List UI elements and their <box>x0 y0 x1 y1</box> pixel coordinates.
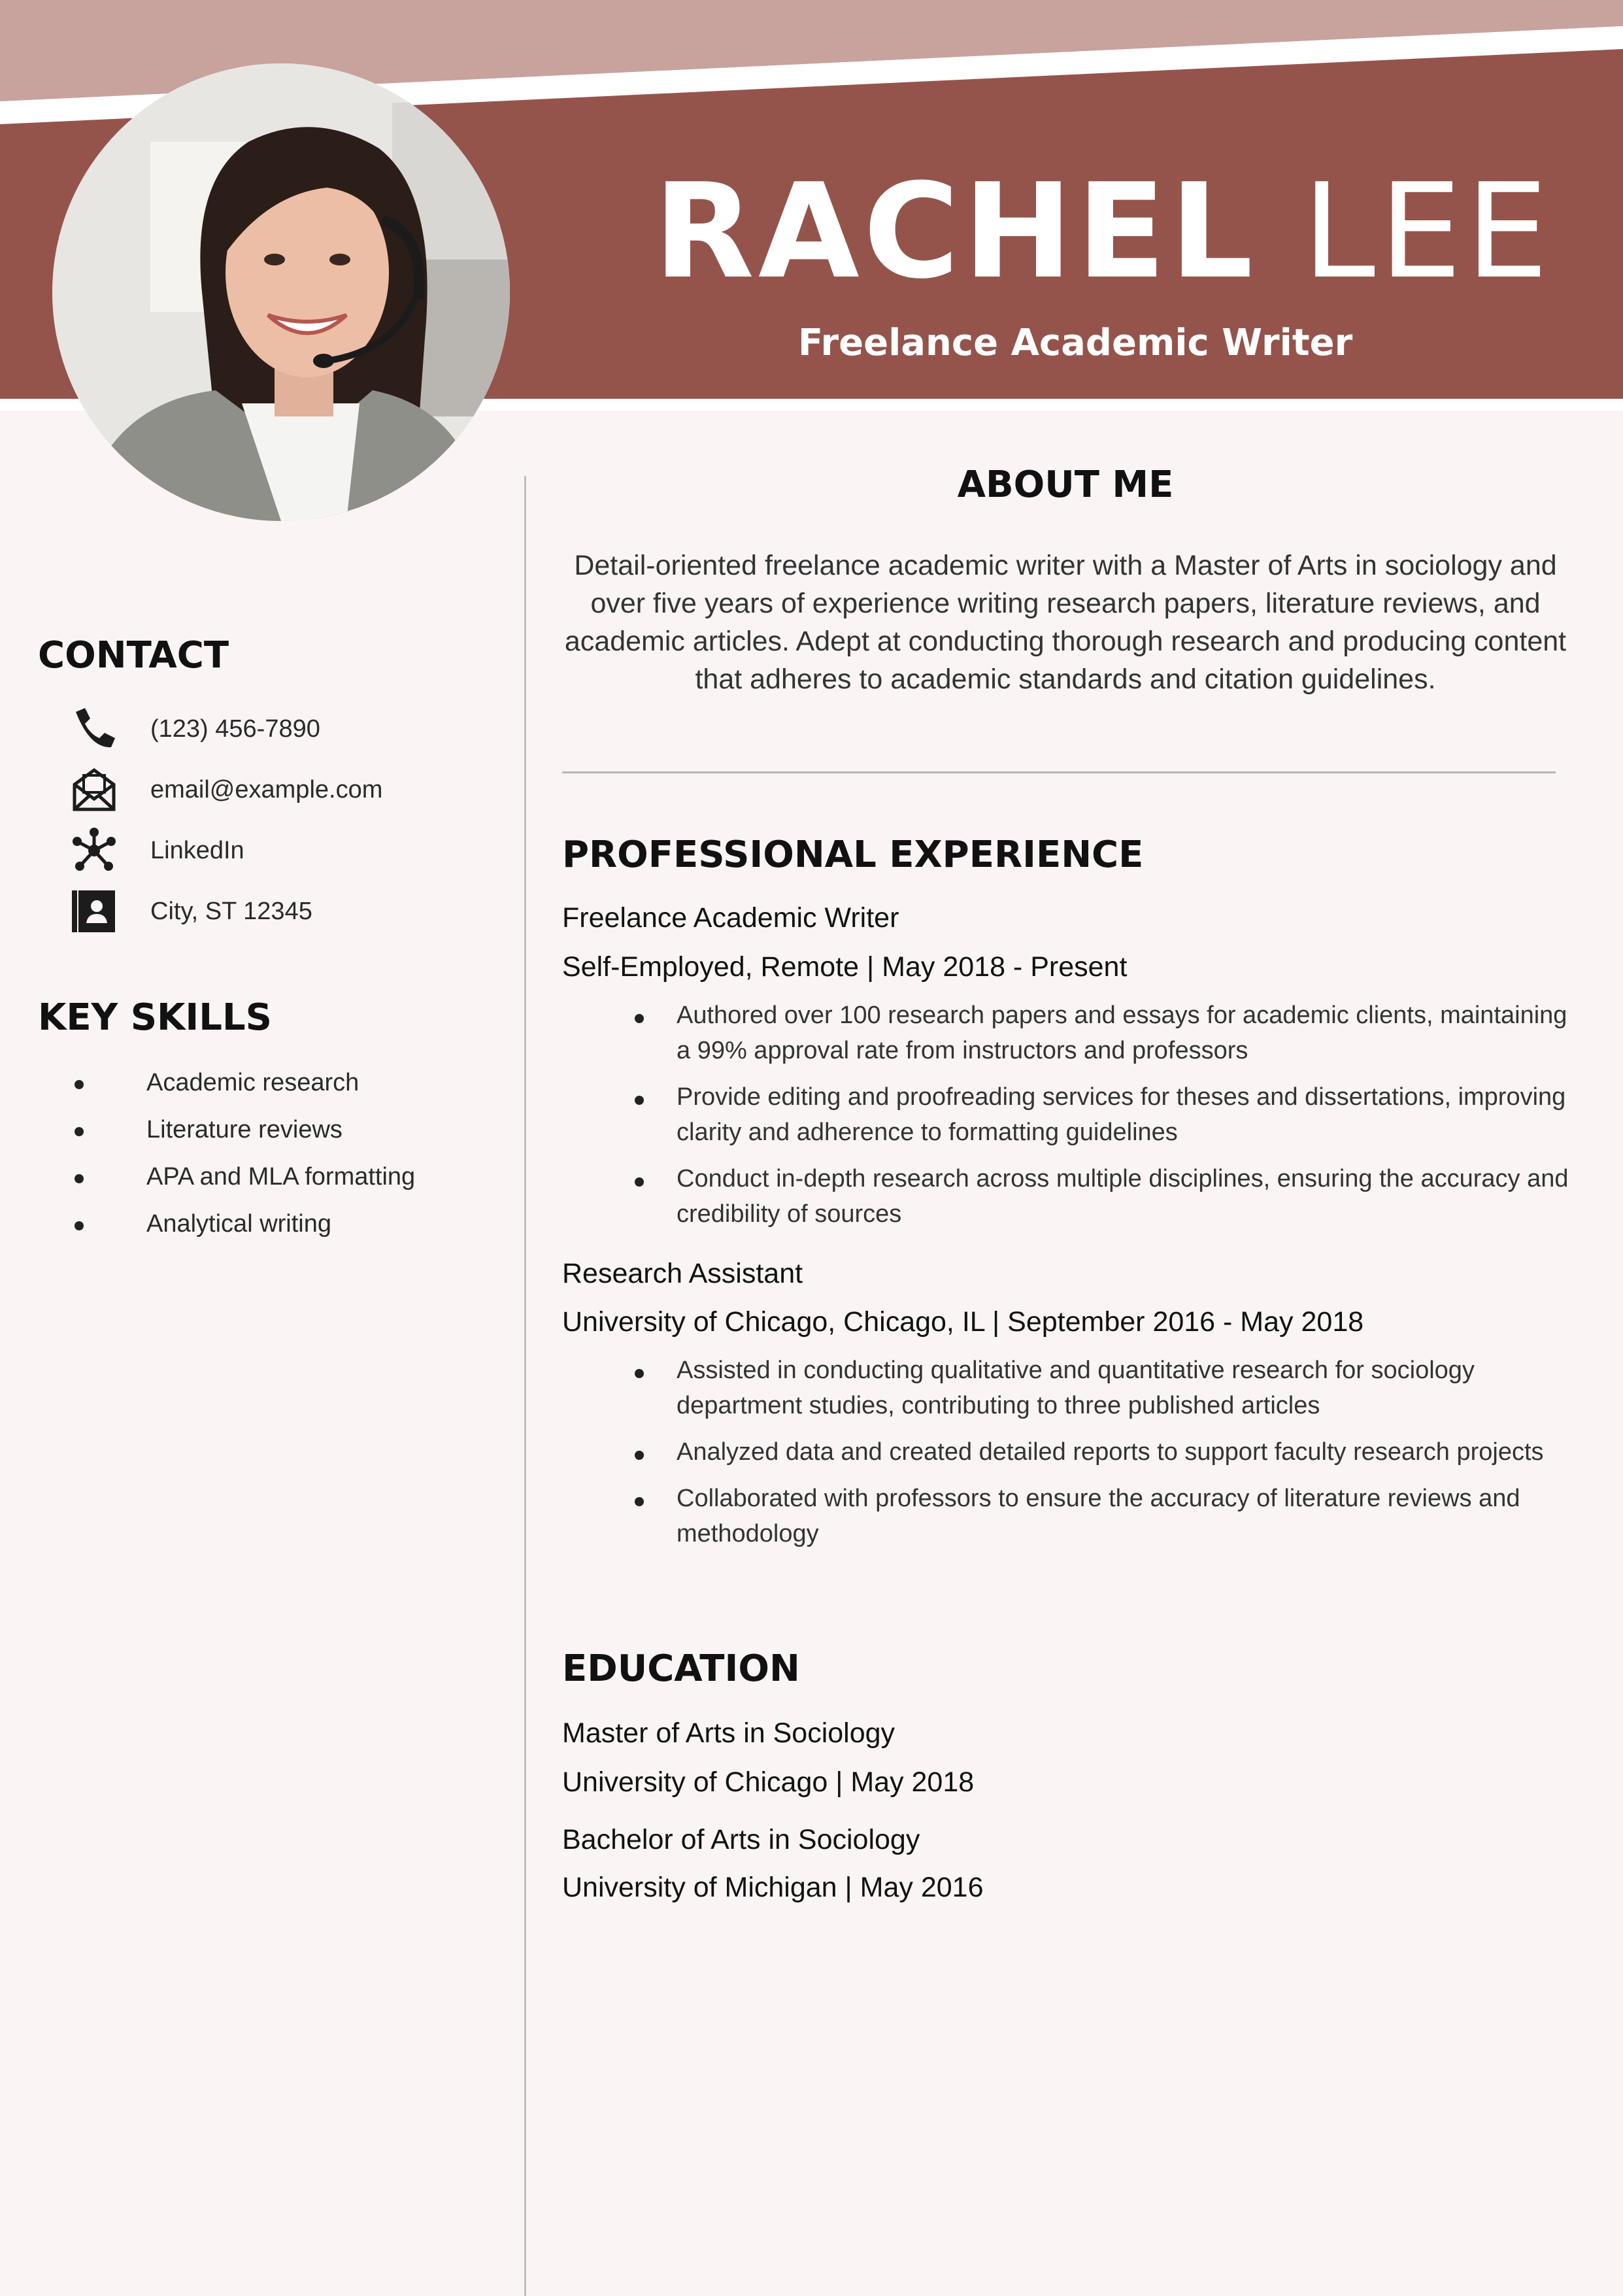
job-title: Freelance Academic Writer <box>562 902 899 934</box>
about-heading: ABOUT ME <box>957 464 1174 506</box>
last-name: LEE <box>1302 156 1552 308</box>
job-bullet: Assisted in conducting qualitative and quantitative research for sociology department studies, contributing to three published articles <box>562 1353 1569 1423</box>
degree-school: University of Chicago | May 2018 <box>562 1766 975 1798</box>
email-text: email@example.com <box>150 775 383 803</box>
job-title-heading: Freelance Academic Writer <box>797 322 1353 364</box>
about-text: Detail-oriented freelance academic writer with a Master of Arts in sociology and over five years of experience writing research papers, literature reviews, and academic articles. Adept at conducting thorough research and producing content that adheres to academic standards and citation guidelines. <box>564 550 1567 695</box>
contact-email <box>71 764 382 816</box>
contact-heading: CONTACT <box>38 634 229 677</box>
phone-text: (123) 456-7890 <box>150 715 320 743</box>
experience-heading: PROFESSIONAL EXPERIENCE <box>562 834 1144 876</box>
job-bullet: Conduct in-depth research across multiple disciplines, ensuring the accuracy and credibility of sources <box>562 1161 1569 1232</box>
job-meta: Self-Employed, Remote | May 2018 - Present <box>562 951 1128 983</box>
job-title: Research Assistant <box>562 1258 803 1289</box>
contact-phone <box>71 703 320 755</box>
job-bullet: Provide editing and proofreading services for theses and dissertations, improving clarity and adherence to formatting guidelines <box>562 1079 1569 1150</box>
skills-heading: KEY SKILLS <box>38 996 272 1039</box>
envelope-icon <box>71 766 118 813</box>
job-bullet: Authored over 100 research papers and essays for academic clients, maintaining a 99% approval rate from instructors and professors <box>562 998 1569 1068</box>
network-icon <box>71 827 118 874</box>
skills-list <box>71 1059 415 1247</box>
job-bullet: Analyzed data and created detailed reports to support faculty research projects <box>562 1434 1569 1470</box>
degree-title: Master of Arts in Sociology <box>562 1717 895 1749</box>
linkedin-text: LinkedIn <box>150 836 244 864</box>
job-meta: University of Chicago, Chicago, IL | September 2016 - May 2018 <box>562 1306 1364 1338</box>
job-bullet: Collaborated with professors to ensure the accuracy of literature reviews and methodology <box>562 1481 1569 1551</box>
job-bullets <box>562 998 1569 1243</box>
candidate-name <box>654 156 1552 308</box>
degree-school: University of Michigan | May 2016 <box>562 1872 984 1903</box>
section-divider <box>562 771 1556 773</box>
contact-card-icon <box>71 888 118 935</box>
first-name: RACHEL <box>654 156 1258 308</box>
skill-item: Academic research <box>71 1059 415 1106</box>
location-text: City, ST 12345 <box>150 897 312 925</box>
skill-item: Literature reviews <box>71 1106 415 1153</box>
profile-photo <box>52 63 510 521</box>
education-heading: EDUCATION <box>562 1647 800 1690</box>
skill-item: APA and MLA formatting <box>71 1153 415 1200</box>
degree-title: Bachelor of Arts in Sociology <box>562 1824 920 1855</box>
job-bullets <box>562 1353 1569 1562</box>
phone-icon <box>71 705 118 752</box>
column-divider <box>524 476 526 2296</box>
contact-location <box>71 885 312 937</box>
skill-item: Analytical writing <box>71 1200 415 1247</box>
contact-linkedin <box>71 824 244 877</box>
